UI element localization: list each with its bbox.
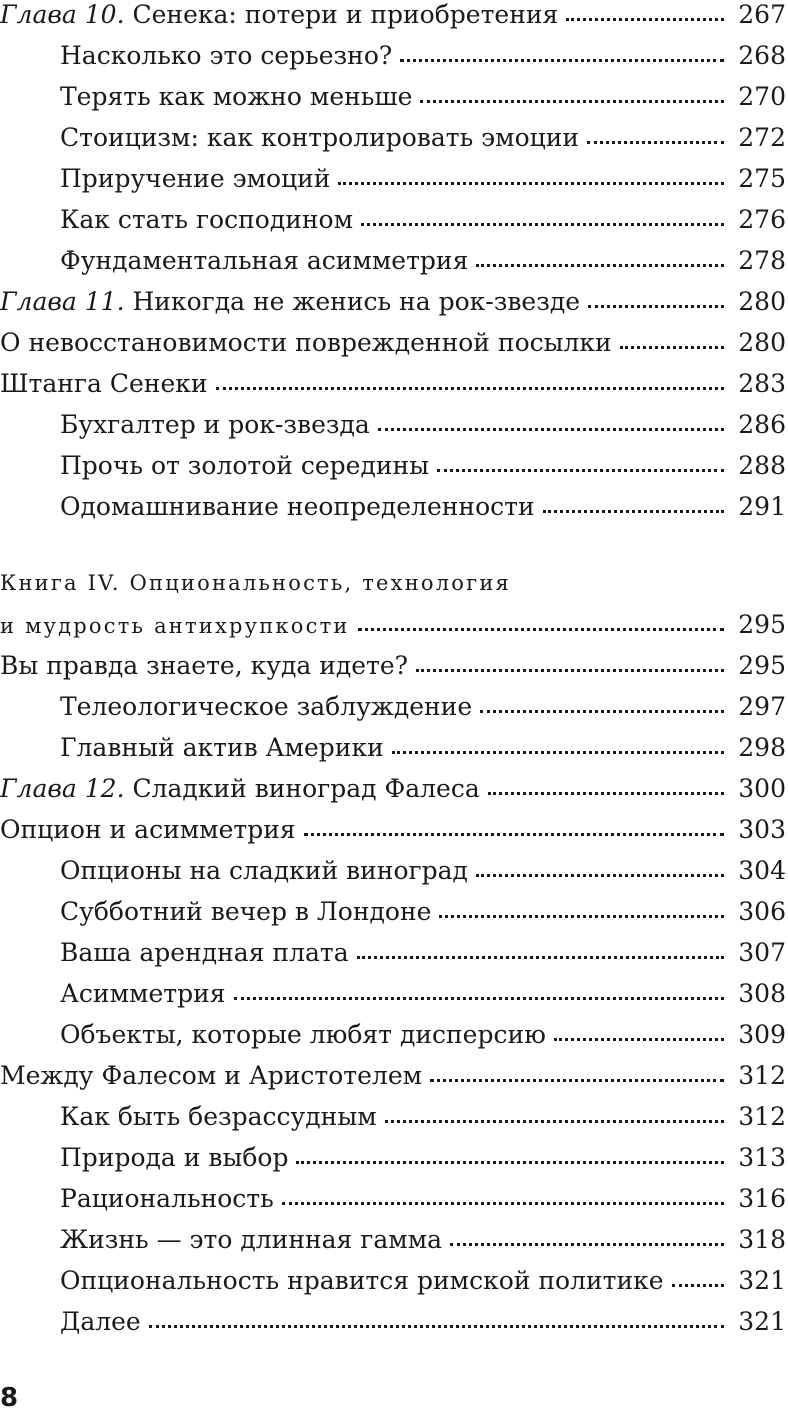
entry-page-number: 267 [738, 0, 786, 29]
toc-subentry [60, 241, 786, 281]
entry-page-number: 286 [738, 410, 786, 439]
entry-page-number: 297 [738, 692, 786, 721]
entry-title: Опцион и асимметрия [0, 815, 296, 844]
entry-page-number: 268 [738, 41, 786, 70]
entry-page-number: 304 [738, 856, 786, 885]
toc-subentry [60, 687, 786, 727]
dot-leader [480, 710, 724, 713]
entry-title: Никогда не женись на рок-звезде [124, 287, 581, 316]
dot-leader [149, 1325, 725, 1328]
toc-subentry [60, 487, 786, 527]
dot-leader [672, 1284, 725, 1287]
toc-entry [0, 646, 786, 686]
book-heading-line1: Книга IV. Опциональность, технология [0, 571, 511, 595]
toc-subentry [60, 892, 786, 932]
toc-subentry [60, 1015, 786, 1055]
entry-page-number: 288 [738, 451, 786, 480]
entry-title: Терять как можно меньше [60, 82, 413, 111]
entry-label [60, 241, 468, 281]
entry-title: Между Фалесом и Аристотелем [0, 1061, 423, 1090]
toc-subentry [60, 1220, 786, 1260]
dot-leader [378, 428, 724, 431]
dot-leader [566, 18, 724, 21]
entry-label [60, 1138, 288, 1178]
entry-title: Опционы на сладкий виноград [60, 856, 468, 885]
toc-entry [0, 1056, 786, 1096]
toc-subentry [60, 974, 786, 1014]
entry-label [60, 446, 429, 486]
entry-title: Вы правда знаете, куда идете? [0, 651, 409, 680]
chapter-prefix: Глава 10. [0, 0, 125, 29]
page-number: 8 [0, 1383, 19, 1413]
dot-leader [385, 1120, 725, 1123]
entry-page-number: 308 [738, 979, 786, 1008]
toc-subentry [60, 1261, 786, 1301]
entry-page-number: 278 [738, 246, 786, 275]
chapter-prefix: Глава 12. [0, 774, 125, 803]
entry-page-number: 270 [738, 82, 786, 111]
entry-label [60, 933, 349, 973]
entry-page-number: 318 [738, 1225, 786, 1254]
dot-leader [358, 628, 725, 631]
entry-page-number: 298 [738, 733, 786, 762]
entry-title: Как стать господином [60, 205, 354, 234]
entry-title: Далее [60, 1307, 141, 1336]
entry-label [60, 1179, 274, 1219]
toc-entry [0, 0, 786, 35]
dot-leader [554, 1038, 724, 1041]
toc-subentry [60, 118, 786, 158]
dot-leader [437, 469, 724, 472]
entry-label [0, 0, 558, 35]
entry-label [0, 810, 296, 850]
toc-subentry [60, 933, 786, 973]
entry-label [60, 159, 330, 199]
dot-leader [476, 874, 724, 877]
dot-leader [282, 1202, 725, 1205]
dot-leader [234, 997, 725, 1000]
entry-label [0, 282, 580, 322]
toc-entry [0, 364, 786, 404]
entry-title: Сенека: потери и приобретения [124, 0, 559, 29]
dot-leader [439, 915, 724, 918]
dot-leader [361, 223, 724, 226]
toc-entry [0, 810, 786, 850]
chapter-prefix: Глава 11. [0, 287, 125, 316]
toc-subentry [60, 1097, 786, 1137]
toc-subentry [60, 159, 786, 199]
dot-leader [476, 264, 724, 267]
entry-title: и мудрость антихрупкости [0, 614, 350, 638]
entry-title: Субботний вечер в Лондоне [60, 897, 432, 926]
entry-label [0, 364, 208, 404]
entry-page-number: 321 [738, 1307, 786, 1336]
entry-label [0, 323, 612, 363]
entry-page-number: 276 [738, 205, 786, 234]
entry-label [60, 728, 384, 768]
entry-label [60, 1015, 546, 1055]
entry-title: Объекты, которые любят дисперсию [60, 1020, 546, 1049]
dot-leader [587, 141, 724, 144]
toc-subentry [60, 405, 786, 445]
toc-subentry [60, 1302, 786, 1342]
entry-page-number: 307 [738, 938, 786, 967]
entry-page-number: 283 [738, 369, 786, 398]
entry-title: Как быть безрассудным [60, 1102, 377, 1131]
entry-label [60, 892, 431, 932]
dot-leader [430, 1079, 724, 1082]
entry-title: Рациональность [60, 1184, 274, 1213]
entry-title: Главный актив Америки [60, 733, 384, 762]
dot-leader [296, 1161, 724, 1164]
entry-page-number: 280 [738, 287, 786, 316]
entry-page-number: 272 [738, 123, 786, 152]
entry-title: Сладкий виноград Фалеса [124, 774, 480, 803]
entry-label [60, 200, 353, 240]
entry-title: Телеологическое заблуждение [60, 692, 473, 721]
toc-entry [0, 769, 786, 809]
entry-label [0, 606, 350, 646]
entry-title: Фундаментальная асимметрия [60, 246, 469, 275]
entry-page-number: 291 [738, 492, 786, 521]
entry-page-number: 316 [738, 1184, 786, 1213]
toc-subentry [60, 1179, 786, 1219]
toc-subentry [60, 1138, 786, 1178]
entry-page-number: 306 [738, 897, 786, 926]
dot-leader [420, 100, 724, 103]
dot-leader [588, 305, 724, 308]
dot-leader [620, 346, 725, 349]
entry-label [60, 77, 412, 117]
entry-label [60, 1261, 664, 1301]
entry-page-number: 321 [738, 1266, 786, 1295]
entry-page-number: 312 [738, 1061, 786, 1090]
entry-label [0, 1056, 422, 1096]
toc-entry [0, 282, 786, 322]
entry-page-number: 312 [738, 1102, 786, 1131]
toc-entry [0, 323, 786, 363]
entry-label [0, 646, 408, 686]
entry-label [60, 687, 472, 727]
dot-leader [488, 792, 725, 795]
entry-title: Природа и выбор [60, 1143, 289, 1172]
entry-label [60, 405, 370, 445]
entry-title: Жизнь — это длинная гамма [60, 1225, 443, 1254]
entry-label [60, 1302, 141, 1342]
entry-page-number: 295 [738, 651, 786, 680]
dot-leader [338, 182, 724, 185]
entry-title: Бухгалтер и рок-звезда [60, 410, 370, 439]
dot-leader [400, 59, 724, 62]
entry-title: Стоицизм: как контролировать эмоции [60, 123, 580, 152]
entry-title: О невосстановимости поврежденной посылки [0, 328, 612, 357]
entry-title: Прочь от золотой середины [60, 451, 430, 480]
entry-title: Насколько это серьезно? [60, 41, 393, 70]
entry-label [60, 974, 226, 1014]
toc-subentry [60, 200, 786, 240]
entry-title: Одомашнивание неопределенности [60, 492, 535, 521]
entry-page-number: 303 [738, 815, 786, 844]
dot-leader [304, 833, 725, 836]
entry-title: Асимметрия [60, 979, 226, 1008]
entry-label [60, 118, 579, 158]
entry-page-number: 300 [738, 774, 786, 803]
entry-page-number: 295 [738, 610, 786, 639]
entry-label [60, 1220, 442, 1260]
toc-subentry [60, 36, 786, 76]
entry-title: Приручение эмоций [60, 164, 331, 193]
toc-subentry [60, 851, 786, 891]
toc-subentry [60, 728, 786, 768]
entry-page-number: 275 [738, 164, 786, 193]
entry-title: Опциональность нравится римской политике [60, 1266, 664, 1295]
entry-label [60, 851, 468, 891]
book-heading-entry [0, 605, 786, 645]
entry-title: Ваша арендная плата [60, 938, 349, 967]
entry-label [60, 1097, 377, 1137]
dot-leader [216, 387, 725, 390]
toc-subentry [60, 446, 786, 486]
entry-label [60, 36, 392, 76]
dot-leader [392, 751, 725, 754]
entry-page-number: 313 [738, 1143, 786, 1172]
dot-leader [357, 956, 725, 959]
dot-leader [416, 669, 724, 672]
dot-leader [450, 1243, 724, 1246]
entry-page-number: 309 [738, 1020, 786, 1049]
entry-label [0, 769, 480, 809]
entry-title: Штанга Сенеки [0, 369, 208, 398]
entry-label [60, 487, 535, 527]
entry-page-number: 280 [738, 328, 786, 357]
dot-leader [543, 510, 725, 513]
toc-subentry [60, 77, 786, 117]
